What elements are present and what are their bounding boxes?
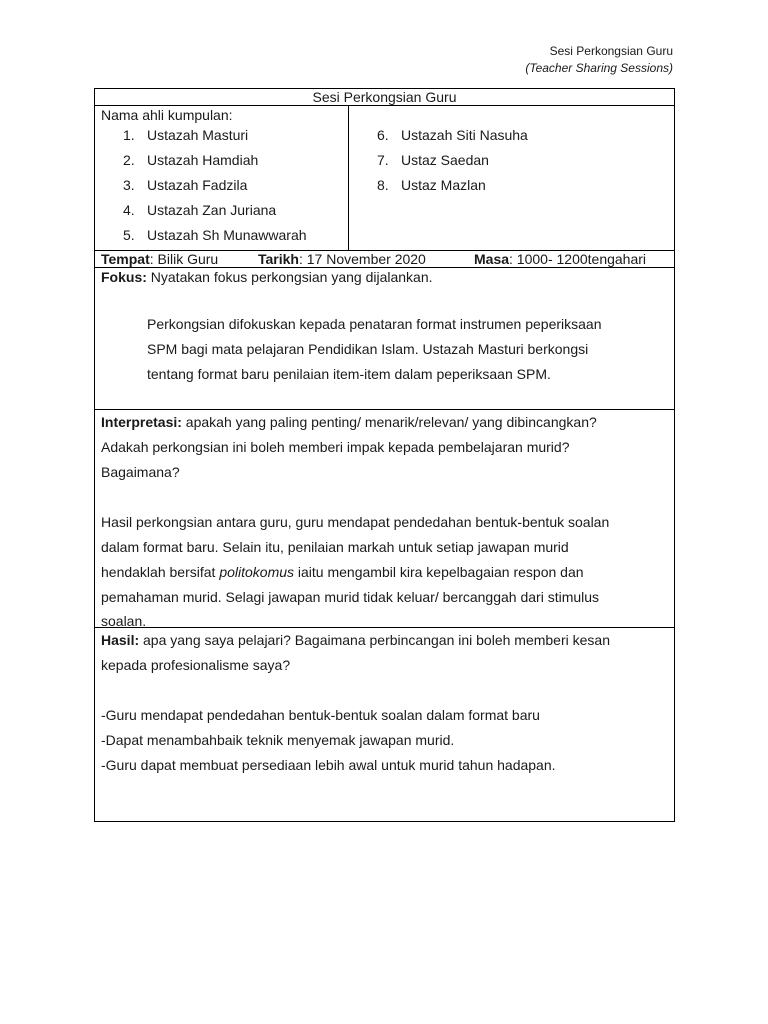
hasil-prompt-2: kepada profesionalisme saya? [101, 657, 291, 673]
session-info-row [95, 251, 674, 268]
fokus-line: tentang format baru penilaian item-item dalam peperiksaan SPM. [147, 366, 551, 382]
fokus-prompt: Nyatakan fokus perkongsian yang dijalankan. [146, 269, 433, 285]
members-left-column [95, 106, 349, 250]
member-name: Ustazah Sh Munawwarah [147, 227, 307, 243]
masa-label: Masa [474, 251, 510, 267]
interpretasi-term-italic: politokomus [219, 564, 295, 580]
member-number: 6. [377, 127, 389, 143]
hasil-point: -Guru dapat membuat persediaan lebih awal untuk murid tahun hadapan. [101, 757, 556, 773]
members-right-column [349, 106, 674, 250]
member-number: 4. [123, 202, 135, 218]
interpretasi-line-3 [101, 560, 668, 585]
member-item [377, 123, 528, 148]
members-list-left [123, 123, 307, 248]
member-name: Ustazah Fadzila [147, 177, 248, 193]
tarikh-field [258, 251, 426, 267]
tarikh-value: : 17 November 2020 [298, 251, 426, 267]
fokus-line: Perkongsian difokuskan kepada penataran format instrumen peperiksaan [147, 316, 602, 332]
member-item [123, 123, 307, 148]
hasil-point: -Dapat menambahbaik teknik menyemak jawapan murid. [101, 732, 455, 748]
tempat-field [101, 251, 218, 267]
member-item [377, 173, 528, 198]
hasil-prompt-1: apa yang saya pelajari? Bagaimana perbincangan ini boleh memberi kesan [139, 632, 610, 648]
member-number: 1. [123, 127, 135, 143]
members-label: Nama ahli kumpulan: [101, 107, 233, 123]
member-name: Ustazah Masturi [147, 127, 249, 143]
member-number: 7. [377, 152, 389, 168]
member-item [123, 198, 307, 223]
member-item [377, 148, 528, 173]
interpretasi-line-3-after: iaitu mengambil kira kepelbagaian respon dan [294, 564, 584, 580]
member-number: 2. [123, 152, 135, 168]
fokus-answer [101, 312, 668, 387]
interpretasi-section [95, 410, 674, 628]
interpretasi-label: Interpretasi: [101, 414, 182, 430]
fokus-label: Fokus: [101, 269, 147, 285]
interpretasi-line-5: soalan. [101, 613, 147, 629]
interpretasi-line-4: pemahaman murid. Selagi jawapan murid tidak keluar/ bercanggah dari stimulus [101, 589, 600, 605]
page-header-title: Sesi Perkongsian Guru [549, 44, 673, 58]
fokus-line: SPM bagi mata pelajaran Pendidikan Islam. Ustazah Masturi berkongsi [147, 341, 589, 357]
member-name: Ustazah Siti Nasuha [401, 127, 528, 143]
members-list-right [377, 123, 528, 198]
member-name: Ustaz Saedan [401, 152, 489, 168]
masa-field [474, 251, 646, 267]
masa-value: : 1000- 1200tengahari [509, 251, 647, 267]
member-item [123, 223, 307, 248]
hasil-point: -Guru mendapat pendedahan bentuk-bentuk soalan dalam format baru [101, 707, 540, 723]
members-section [95, 106, 674, 251]
tarikh-label: Tarikh [258, 251, 299, 267]
member-item [123, 173, 307, 198]
member-name: Ustazah Zan Juriana [147, 202, 277, 218]
member-name: Ustazah Hamdiah [147, 152, 259, 168]
member-number: 8. [377, 177, 389, 193]
hasil-label: Hasil: [101, 632, 140, 648]
tempat-label: Tempat [101, 251, 150, 267]
interpretasi-line-2: dalam format baru. Selain itu, penilaian markah untuk setiap jawapan murid [101, 539, 569, 555]
tempat-value: : Bilik Guru [149, 251, 219, 267]
page-header-subtitle: (Teacher Sharing Sessions) [525, 61, 673, 75]
member-item [123, 148, 307, 173]
member-number: 5. [123, 227, 135, 243]
fokus-section [95, 268, 674, 410]
interpretasi-prompt-1: apakah yang paling penting/ menarik/relevan/ yang dibincangkan? [181, 414, 597, 430]
interpretasi-line-3-before: hendaklah bersifat [101, 564, 220, 580]
interpretasi-prompt-3: Bagaimana? [101, 464, 180, 480]
interpretasi-line-1: Hasil perkongsian antara guru, guru mendapat pendedahan bentuk-bentuk soalan [101, 514, 610, 530]
form-title: Sesi Perkongsian Guru [95, 89, 674, 106]
hasil-section [95, 628, 674, 823]
interpretasi-prompt-2: Adakah perkongsian ini boleh memberi impak kepada pembelajaran murid? [101, 439, 570, 455]
sharing-session-form [94, 88, 675, 822]
member-number: 3. [123, 177, 135, 193]
member-name: Ustaz Mazlan [401, 177, 486, 193]
